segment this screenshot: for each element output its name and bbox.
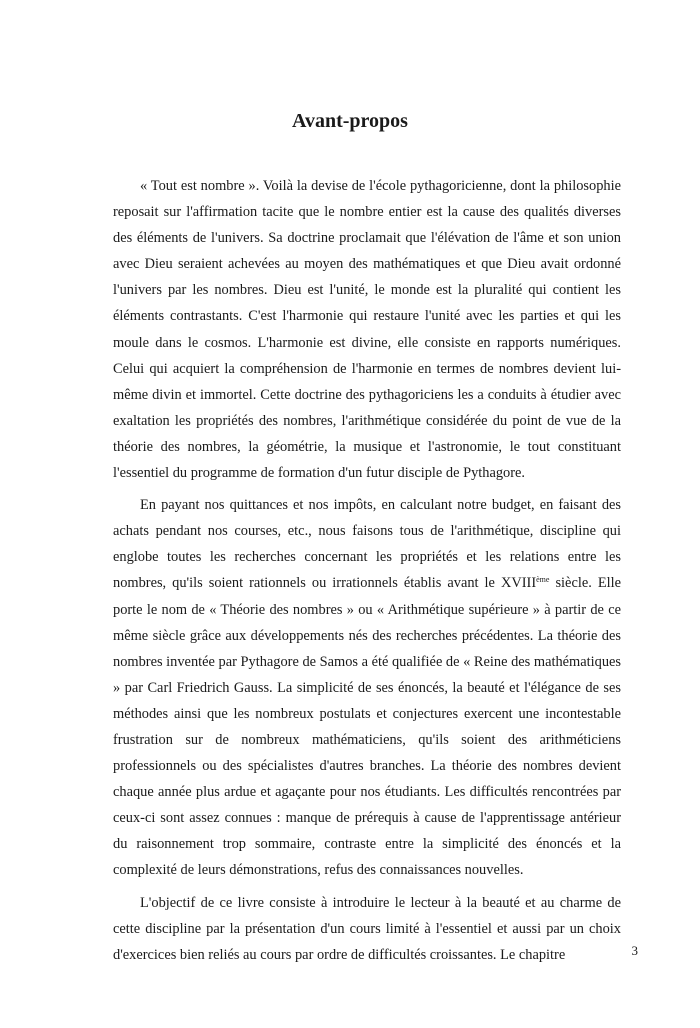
- century-superscript: ème: [536, 575, 550, 585]
- paragraph-2-before: En payant nos quittances et nos impôts, en calculant notre budget, en faisant des achats pendant nos courses, etc., nous faisons tous de l'arithmétique, discipline qui englobe toutes les recherches concernant les propriétés et les relations entre les nombres, qu'ils soient rationnels ou irrationnels établis avant le XVIII: [113, 497, 621, 592]
- paragraph-2: [113, 492, 621, 883]
- paragraph-2-after: siècle. Elle porte le nom de « Théorie des nombres » ou « Arithmétique supérieure » à partir de ce même siècle grâce aux développements nés des recherches précédentes. La théorie des nombres inventée par Pythagore de Samos a été qualifiée de « Reine des mathématiques » par Carl Friedrich Gauss. La simplicité de ses énoncés, la beauté et l'élégance de ses méthodes ainsi que les nombreux postulats et conjectures exercent une incontestable frustration sur de nombreux mathématiciens, qu'ils soient des arithméticiens professionnels ou des spécialistes d'autres branches. La théorie des nombres devient chaque année plus ardue et agaçante pour nos étudiants. Les difficultés rencontrées par ceux-ci sont assez connues : manque de prérequis à cause de l'apprentissage antérieur du raisonnement trop sommaire, contraste entre la simplicité des énoncés et la complexité de leurs démonstrations, refus des connaissances nouvelles.: [113, 575, 621, 879]
- page-title: Avant-propos: [292, 110, 408, 132]
- paragraph-3: L'objectif de ce livre consiste à introduire le lecteur à la beauté et au charme de cette discipline par la présentation d'un cours limité à l'essentiel et aussi par un choix d'exercices bien reliés au cours par ordre de difficultés croissantes. Le chapitre: [113, 894, 621, 963]
- body-text: [113, 173, 621, 974]
- page-number: 3: [631, 943, 638, 958]
- paragraph-1: « Tout est nombre ». Voilà la devise de l'école pythagoricienne, dont la philosophie reposait sur l'affirmation tacite que le nombre entier est la cause des qualités diverses des éléments de l'univers. Sa doctrine proclamait que l'élévation de l'âme et son union avec Dieu seraient achevées au moyen des mathématiques et que Dieu avait ordonné l'univers par les nombres. Dieu est l'unité, le monde est la pluralité qui contient les éléments contrastants. C'est l'harmonie qui restaure l'unité avec les parties et qui les moule dans le cosmos. L'harmonie est divine, elle consiste en rapports numériques. Celui qui acquiert la compréhension de l'harmonie en termes de nombres devient lui-même divin et immortel. Cette doctrine des pythagoriciens les a conduits à étudier avec exaltation les propriétés des nombres, l'arithmétique considérée du point de vue de la théorie des nombres, la géométrie, la musique et l'astronomie, le tout constituant l'essentiel du programme de formation d'un futur disciple de Pythagore.: [113, 178, 621, 482]
